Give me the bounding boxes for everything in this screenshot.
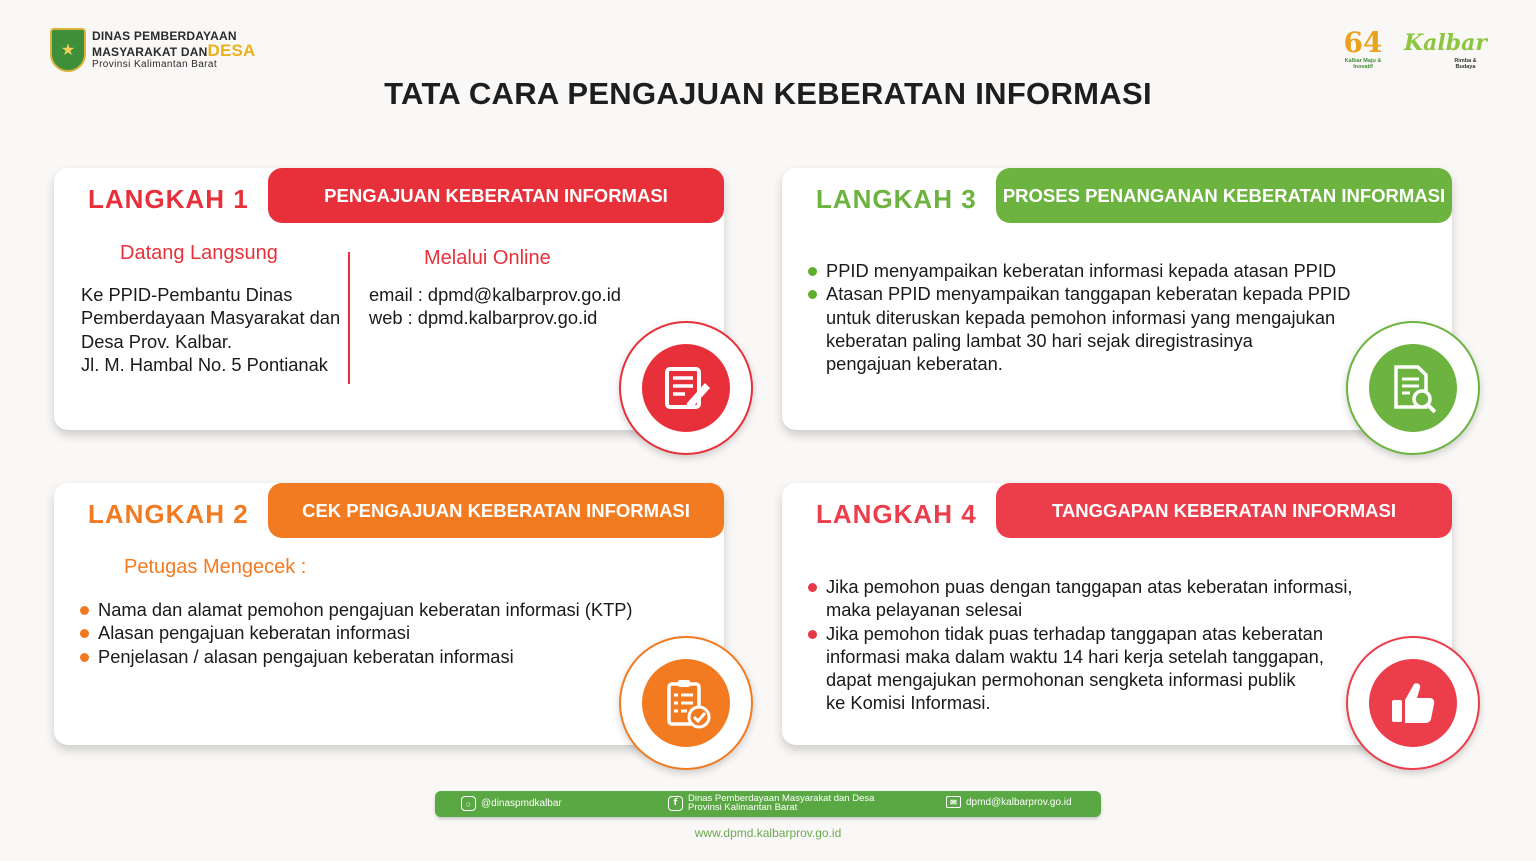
list-item-line: ke Komisi Informasi. bbox=[826, 692, 991, 714]
list-item: Penjelasan / alasan pengajuan keberatan informasi bbox=[80, 645, 633, 668]
step2-heading: Petugas Mengecek : bbox=[124, 556, 307, 578]
list-item bbox=[808, 575, 1352, 622]
footer-website-link[interactable]: www.dpmd.kalbarprov.go.id bbox=[694, 826, 842, 840]
step3-bullet-list bbox=[808, 259, 1350, 375]
footer-instagram-text: @dinaspmdkalbar bbox=[481, 798, 562, 809]
step1-col1-line: Pemberdayaan Masyarakat dan bbox=[81, 307, 341, 329]
footer-email-text: dpmd@kalbarprov.go.id bbox=[966, 796, 1072, 808]
step4-icon-badge bbox=[1346, 636, 1480, 770]
org-name-desa: DESA bbox=[207, 41, 256, 60]
step3-pill: PROSES PENANGANAN KEBERATAN INFORMASI bbox=[996, 168, 1452, 223]
list-item-line: dapat mengajukan permohonan sengketa informasi publik bbox=[826, 669, 1296, 691]
list-item bbox=[808, 259, 1350, 282]
footer-facebook-line2: Provinsi Kalimantan Barat bbox=[688, 802, 798, 813]
instagram-icon: ○ bbox=[461, 796, 476, 811]
step1-col1-text bbox=[81, 283, 340, 376]
step1-col1-line: Desa Prov. Kalbar. bbox=[81, 330, 233, 352]
kalbar-64-mark: 64 bbox=[1343, 26, 1383, 59]
step1-icon-badge bbox=[619, 321, 753, 455]
step1-col2-heading: Melalui Online bbox=[424, 247, 551, 269]
list-item bbox=[808, 622, 1352, 715]
footer-facebook-line1: Dinas Pemberdayaan Masyarakat dan Desa bbox=[688, 793, 875, 804]
list-item-line: Jika pemohon puas dengan tanggapan atas keberatan informasi, bbox=[826, 576, 1353, 597]
step1-pill: PENGAJUAN KEBERATAN INFORMASI bbox=[268, 168, 724, 223]
list-item-line: informasi maka dalam waktu 14 hari kerja setelah tanggapan, bbox=[826, 645, 1324, 667]
email-icon: ✉ bbox=[946, 796, 961, 808]
list-item-line: untuk diteruskan kepada pemohon informasi yang mengajukan bbox=[826, 306, 1336, 328]
step1-web: web : dpmd.kalbarprov.go.id bbox=[369, 307, 598, 329]
footer-facebook[interactable] bbox=[668, 794, 874, 812]
clipboard-check-icon bbox=[642, 659, 730, 747]
step3-icon-badge bbox=[1346, 321, 1480, 455]
footer-email[interactable] bbox=[946, 796, 1072, 808]
org-name-line1: DINAS PEMBERDAYAAN bbox=[92, 29, 237, 43]
kalbar-64-caption: Kalbar Maju & Inovatif bbox=[1344, 58, 1382, 71]
org-province: Provinsi Kalimantan Barat bbox=[92, 59, 218, 70]
step2-label: LANGKAH 2 bbox=[88, 499, 249, 529]
kalbar-rimba-logo bbox=[1404, 28, 1487, 70]
step2-icon-badge bbox=[619, 636, 753, 770]
step1-col1-heading: Datang Langsung bbox=[120, 242, 278, 264]
thumbs-up-icon bbox=[1369, 659, 1457, 747]
kalbar-rimba-mark: Kalbar bbox=[1404, 30, 1487, 56]
list-item: Alasan pengajuan keberatan informasi bbox=[80, 621, 633, 644]
list-item-line: Jika pemohon tidak puas terhadap tanggapan atas keberatan bbox=[826, 622, 1324, 644]
page-title: TATA CARA PENGAJUAN KEBERATAN INFORMASI bbox=[384, 76, 1152, 111]
step1-col1-line: Ke PPID-Pembantu Dinas bbox=[81, 284, 293, 305]
step4-label: LANGKAH 4 bbox=[816, 499, 977, 529]
step1-label: LANGKAH 1 bbox=[88, 184, 249, 214]
step1-email: email : dpmd@kalbarprov.go.id bbox=[369, 284, 621, 305]
org-name-line2-text: MASYARAKAT DAN bbox=[92, 45, 208, 59]
step1-col1-line: Jl. M. Hambal No. 5 Pontianak bbox=[81, 353, 328, 375]
step4-bullet-list bbox=[808, 575, 1352, 715]
list-item-line: maka pelayanan selesai bbox=[826, 599, 1023, 621]
org-name-line2 bbox=[92, 42, 256, 59]
org-logo bbox=[50, 28, 256, 72]
list-item-line: pengajuan keberatan. bbox=[826, 353, 1003, 375]
facebook-icon: f bbox=[668, 796, 683, 811]
footer-instagram[interactable] bbox=[461, 796, 562, 811]
kalbar-rimba-caption: Rimba & Budaya bbox=[1454, 58, 1477, 71]
shield-emblem-icon: ★ bbox=[50, 28, 86, 72]
document-edit-icon bbox=[642, 344, 730, 432]
step2-bullet-list bbox=[80, 598, 633, 668]
step1-col2-text bbox=[369, 283, 621, 330]
kalbar-64-logo bbox=[1338, 28, 1388, 70]
step4-pill: TANGGAPAN KEBERATAN INFORMASI bbox=[996, 483, 1452, 538]
org-name bbox=[92, 30, 256, 70]
step1-divider bbox=[348, 252, 350, 384]
list-item-line: Atasan PPID menyampaikan tanggapan keberatan kepada PPID bbox=[826, 283, 1351, 305]
list-item-line: keberatan paling lambat 30 hari sejak diregistrasinya bbox=[826, 329, 1253, 351]
list-item-line: PPID menyampaikan keberatan informasi kepada atasan PPID bbox=[826, 260, 1337, 281]
document-search-icon bbox=[1369, 344, 1457, 432]
list-item bbox=[808, 282, 1350, 375]
step3-label: LANGKAH 3 bbox=[816, 184, 977, 214]
footer-facebook-text bbox=[688, 794, 874, 812]
step2-pill: CEK PENGAJUAN KEBERATAN INFORMASI bbox=[268, 483, 724, 538]
list-item: Nama dan alamat pemohon pengajuan keberatan informasi (KTP) bbox=[80, 598, 633, 621]
